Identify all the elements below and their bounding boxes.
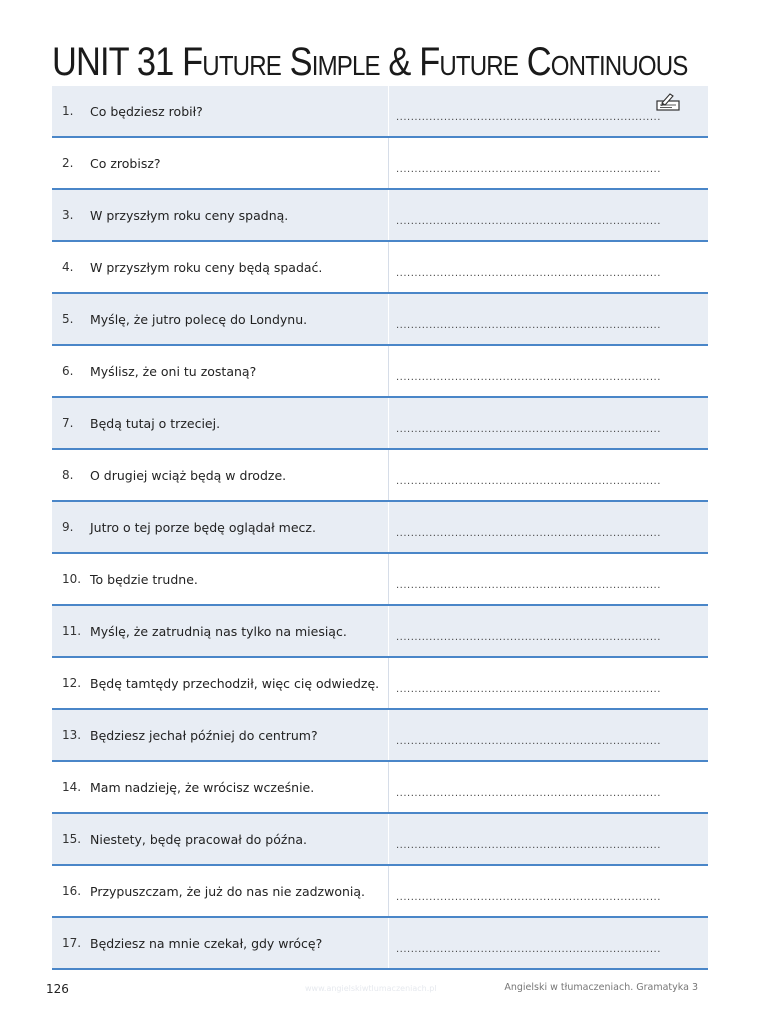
polish-sentence: Jutro o tej porze będę oglądał mecz. — [90, 520, 316, 535]
answer-line: ........................................................................ — [396, 840, 661, 851]
column-divider — [388, 762, 389, 812]
watermark-text: www.angielskiwtlumaczeniach.pl — [305, 984, 437, 993]
table-row — [52, 658, 708, 710]
table-row — [52, 294, 708, 346]
polish-sentence: To będzie trudne. — [90, 572, 198, 587]
polish-sentence: O drugiej wciąż będą w drodze. — [90, 468, 287, 483]
answer-line: ........................................................................ — [396, 892, 661, 903]
row-number: 9. — [62, 520, 74, 534]
answer-line: ........................................................................ — [396, 788, 661, 799]
row-number: 10. — [62, 572, 82, 586]
answer-line: ........................................................................ — [396, 164, 661, 175]
row-number: 14. — [62, 780, 82, 794]
polish-sentence: Będą tutaj o trzeciej. — [90, 416, 221, 431]
polish-sentence: W przyszłym roku ceny będą spadać. — [90, 260, 323, 275]
table-row — [52, 606, 708, 658]
table-row — [52, 554, 708, 606]
polish-sentence: Myślisz, że oni tu zostaną? — [90, 364, 257, 379]
page-number: 126 — [46, 982, 69, 996]
unit-label: UNIT 31 — [52, 40, 174, 84]
column-divider — [388, 294, 389, 344]
answer-line: ........................................................................ — [396, 424, 661, 435]
row-number: 15. — [62, 832, 82, 846]
row-number: 13. — [62, 728, 82, 742]
table-row — [52, 814, 708, 866]
row-number: 7. — [62, 416, 74, 430]
row-number: 2. — [62, 156, 74, 170]
row-number: 17. — [62, 936, 82, 950]
topic-word: Future — [182, 40, 281, 84]
topic-word: Future — [419, 40, 519, 84]
row-number: 11. — [62, 624, 82, 638]
answer-line: ........................................................................ — [396, 216, 661, 227]
column-divider — [388, 918, 389, 968]
column-divider — [388, 190, 389, 240]
row-number: 16. — [62, 884, 82, 898]
polish-sentence: Przypuszczam, że już do nas nie zadzwonią. — [90, 884, 366, 899]
table-row — [52, 138, 708, 190]
table-row — [52, 502, 708, 554]
topic-word: Simple — [289, 40, 380, 84]
column-divider — [388, 450, 389, 500]
row-number: 5. — [62, 312, 74, 326]
answer-line: ........................................................................ — [396, 944, 661, 955]
table-row — [52, 346, 708, 398]
answer-line: ........................................................................ — [396, 476, 661, 487]
table-row — [52, 866, 708, 918]
column-divider — [388, 502, 389, 552]
exercise-table — [52, 86, 708, 970]
row-number: 1. — [62, 104, 74, 118]
polish-sentence: Myślę, że jutro polecę do Londynu. — [90, 312, 308, 327]
table-row — [52, 450, 708, 502]
column-divider — [388, 346, 389, 396]
column-divider — [388, 866, 389, 916]
polish-sentence: Będę tamtędy przechodził, więc cię odwiedzę. — [90, 676, 380, 691]
table-row — [52, 710, 708, 762]
row-number: 3. — [62, 208, 74, 222]
answer-line: ........................................................................ — [396, 736, 661, 747]
column-divider — [388, 606, 389, 656]
column-divider — [388, 554, 389, 604]
polish-sentence: W przyszłym roku ceny spadną. — [90, 208, 289, 223]
column-divider — [388, 138, 389, 188]
row-number: 4. — [62, 260, 74, 274]
polish-sentence: Co zrobisz? — [90, 156, 161, 171]
answer-line: ........................................................................ — [396, 632, 661, 643]
table-row — [52, 242, 708, 294]
answer-line: ........................................................................ — [396, 320, 661, 331]
table-row — [52, 918, 708, 970]
row-number: 8. — [62, 468, 74, 482]
answer-line: ........................................................................ — [396, 372, 661, 383]
topic-word: Continuous — [526, 40, 688, 84]
answer-line: ........................................................................ — [396, 580, 661, 591]
polish-sentence: Niestety, będę pracował do późna. — [90, 832, 308, 847]
polish-sentence: Będziesz jechał później do centrum? — [90, 728, 318, 743]
answer-line: ........................................................................ — [396, 112, 661, 123]
polish-sentence: Co będziesz robił? — [90, 104, 203, 119]
polish-sentence: Myślę, że zatrudnią nas tylko na miesiąc. — [90, 624, 347, 639]
row-number: 6. — [62, 364, 74, 378]
column-divider — [388, 242, 389, 292]
book-title: Angielski w tłumaczeniach. Gramatyka 3 — [504, 982, 698, 993]
answer-line: ........................................................................ — [396, 684, 661, 695]
column-divider — [388, 814, 389, 864]
column-divider — [388, 710, 389, 760]
column-divider — [388, 398, 389, 448]
polish-sentence: Będziesz na mnie czekał, gdy wrócę? — [90, 936, 323, 951]
table-row — [52, 398, 708, 450]
answer-line: ........................................................................ — [396, 268, 661, 279]
row-number: 12. — [62, 676, 82, 690]
polish-sentence: Mam nadzieję, że wrócisz wcześnie. — [90, 780, 315, 795]
answer-line: ........................................................................ — [396, 528, 661, 539]
table-row — [52, 86, 708, 138]
table-row — [52, 190, 708, 242]
column-divider — [388, 658, 389, 708]
topic-word: & — [388, 40, 411, 84]
column-divider — [388, 86, 389, 136]
table-row — [52, 762, 708, 814]
pencil-writing-icon — [654, 92, 682, 112]
page-title — [52, 38, 688, 86]
